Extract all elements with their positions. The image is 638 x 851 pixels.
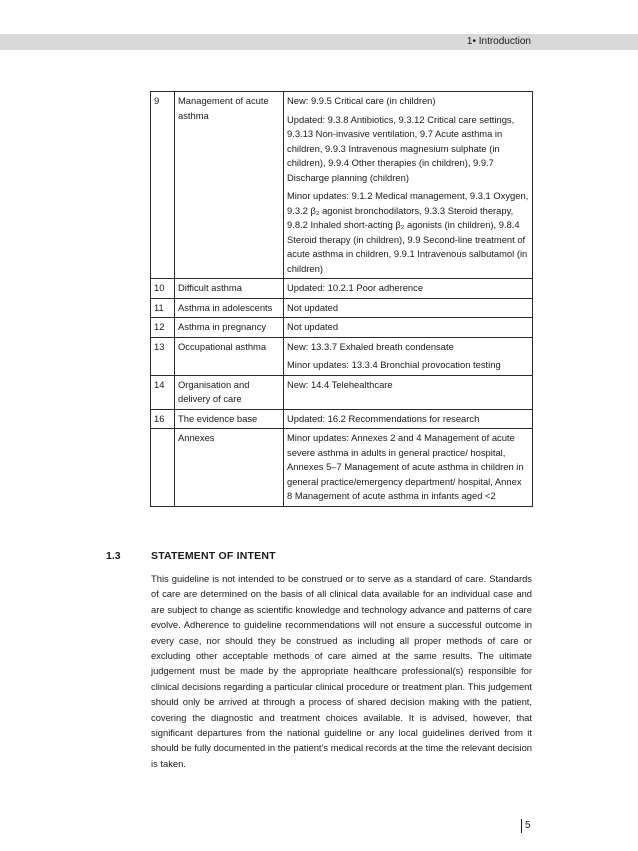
table-row [151, 92, 533, 279]
updates-cell [284, 92, 533, 279]
update-note: Updated: 9.3.8 Antibiotics, 9.3.12 Critical care settings, 9.3.13 Non-invasive ventilation, 9.7 Acute asthma in children, 9.9.3 Intravenous magnesium sulphate (in children), 9.9.4 Other therapies (in children), 9.9.7 Discharge planning (children) [287, 113, 515, 183]
page-number: 5 [521, 819, 531, 833]
section-title: STATEMENT OF INTENT [151, 550, 276, 562]
topic-cell: Asthma in pregnancy [175, 318, 284, 338]
topic-cell: Management of acute asthma [175, 92, 284, 279]
update-note: New: 9.9.5 Critical care (in children) [287, 95, 436, 106]
topic-cell: Annexes [175, 429, 284, 507]
section-number-cell: 11 [151, 298, 175, 318]
update-note: Not updated [287, 301, 339, 313]
table-row [151, 375, 533, 409]
section-number-cell: 14 [151, 375, 175, 409]
table-row [151, 318, 533, 338]
table-row [151, 409, 533, 429]
header-band [0, 34, 638, 50]
update-note: Minor updates: Annexes 2 and 4 Management of acute severe asthma in adults in general practice/ hospital, Annexes 5–7 Management of acute asthma in children in general practice/emergency department/ hospital, Annex 8 Management of acute asthma in infants aged <2 [287, 432, 524, 501]
update-note: New: 14.4 Telehealthcare [287, 378, 393, 390]
updates-cell [284, 337, 533, 375]
update-note: Updated: 16.2 Recommendations for research [287, 412, 480, 424]
table-row [151, 337, 533, 375]
topic-cell: The evidence base [175, 409, 284, 429]
section-number-cell: 9 [151, 92, 175, 279]
statement-body: This guideline is not intended to be construed or to serve as a standard of care. Standards of care are determined on the basis of all clinical data available for an individual case and are subject to change as scientific knowledge and technology advance and patterns of care evolve. Adherence to guideline recommendations will not ensure a successful outcome in every case, nor should they be construed as including all proper methods of care or excluding other acceptable methods of care aimed at the same results. The ultimate judgement must be made by the appropriate healthcare professional(s) responsible for clinical decisions regarding a particular clinical procedure or treatment plan. This judgement should only be arrived at through a process of shared decision making with the patient, covering the diagnostic and treatment choices available. It is advised, however, that significant departures from the national guideline or any local guidelines derived from it should be fully documented in the patient’s medical records at the time the relevant decision is taken. [151, 573, 532, 769]
section-number: 1.3 [106, 550, 121, 562]
updates-cell [284, 429, 533, 507]
table-row [151, 279, 533, 299]
topic-cell: Organisation and delivery of care [175, 375, 284, 409]
topic-cell: Asthma in adolescents [175, 298, 284, 318]
update-note: Not updated [287, 321, 339, 332]
update-note: New: 13.3.7 Exhaled breath condensate [287, 340, 454, 352]
section-number-cell [151, 429, 175, 507]
update-note: Minor updates: 9.1.2 Medical management, 9.3.1 Oxygen, 9.3.2 β₂ agonist bronchodilators, 9.3.3 Steroid therapy, 9.8.2 Inhaled short-acting β₂ agonists (in children), 9.8.4 Steroid therapy (in children), 9.9 Second-line treatment of acute asthma in children, 9.9.1 Intravenous salbutamol (in children) [287, 190, 529, 274]
section-number-cell: 16 [151, 409, 175, 429]
updates-cell [284, 375, 533, 409]
updates-cell [284, 409, 533, 429]
updates-cell [284, 279, 533, 299]
topic-cell: Occupational asthma [175, 337, 284, 375]
section-number-cell: 10 [151, 279, 175, 299]
updates-cell [284, 318, 533, 338]
updates-table [150, 91, 533, 507]
update-note: Minor updates: 13.3.4 Bronchial provocation testing [287, 359, 501, 370]
topic-cell: Difficult asthma [175, 279, 284, 299]
table-row [151, 298, 533, 318]
section-number-cell: 12 [151, 318, 175, 338]
running-header: 1• Introduction [466, 36, 531, 47]
table-row [151, 429, 533, 507]
section-number-cell: 13 [151, 337, 175, 375]
updates-cell [284, 298, 533, 318]
update-note: Updated: 10.2.1 Poor adherence [287, 282, 424, 293]
